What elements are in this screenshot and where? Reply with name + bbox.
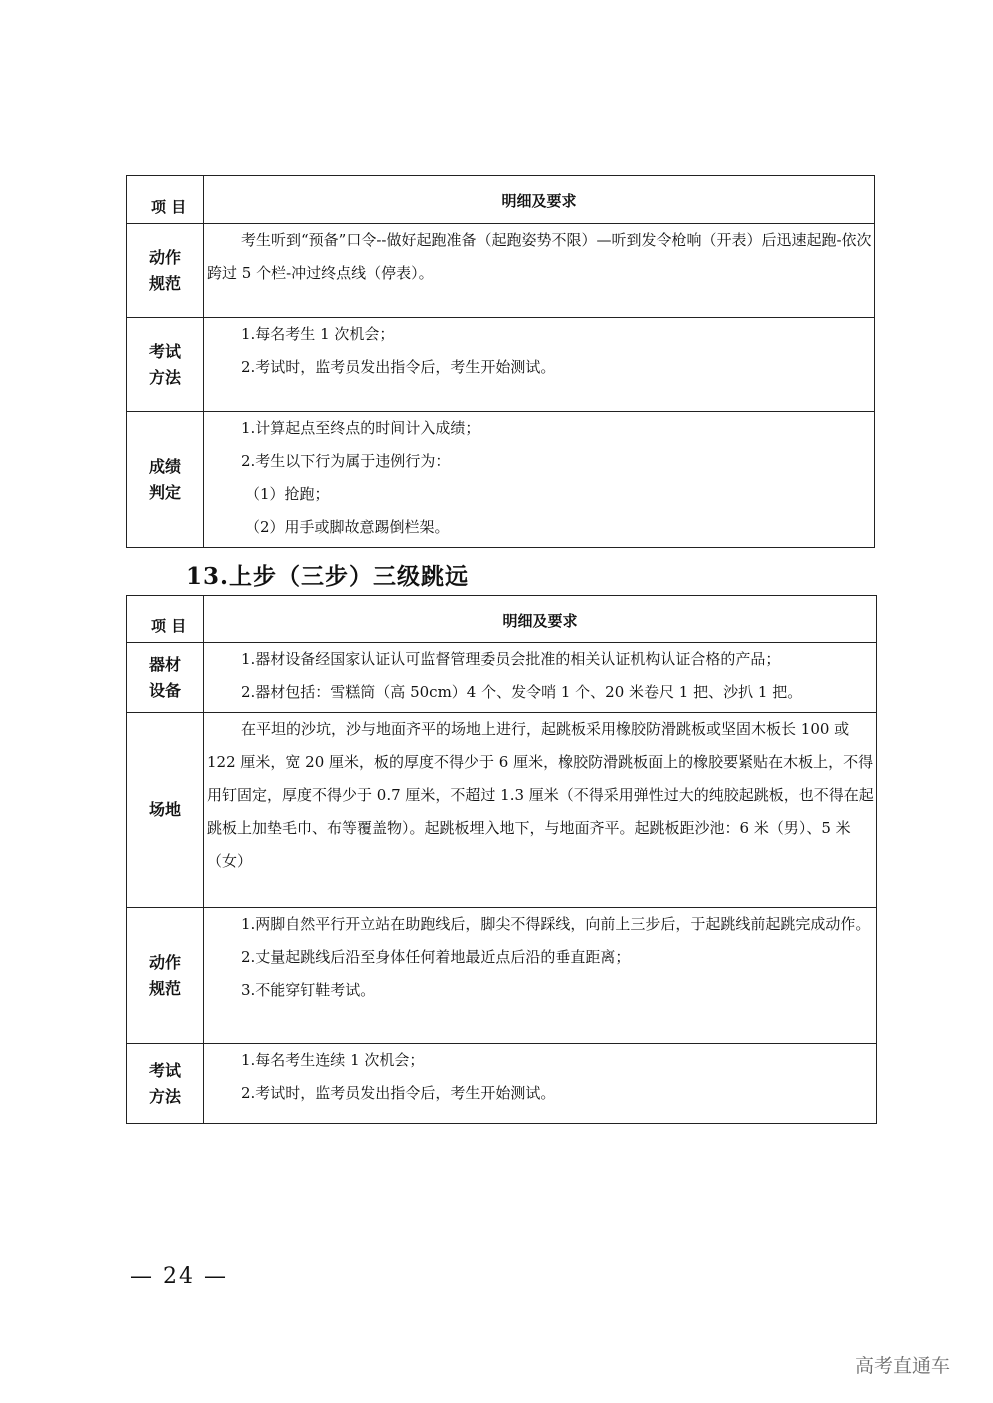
header-item-label: 项 目 bbox=[127, 176, 204, 224]
triple-jump-requirements-table bbox=[126, 595, 877, 1124]
row-label-scoring: 成绩 判定 bbox=[127, 412, 204, 548]
content-line: 2.考试时，监考员发出指令后，考生开始测试。 bbox=[241, 1084, 556, 1102]
section-title: 13.上步（三步）三级跳远 bbox=[186, 563, 470, 590]
content-line: 2.器材包括：雪糕筒（高 50cm）4 个、发令哨 1 个、20 米卷尺 1 把、沙扒 1 把。 bbox=[241, 683, 803, 701]
header-details-label: 明细及要求 bbox=[204, 176, 875, 224]
table-header-row bbox=[127, 596, 877, 643]
content-line: 在平坦的沙坑，沙与地面齐平的场地上进行，起跳板采用橡胶防滑跳板或坚固木板长 100 或 122 厘米，宽 20 厘米，板的厚度不得少于 6 厘米，橡胶防滑跳板面上的橡胶要紧贴在木板上，不得用钉固定，厚度不得少于 0.7 厘米，不超过 1.3 厘米（不得采用弹性过大的纯胶起跳板，也不得在起跳板上加垫毛巾、布等覆盖物）。起跳板埋入地下，与地面齐平。起跳板距沙池：6 米（男）、5 米（女） bbox=[207, 720, 874, 870]
row-content bbox=[204, 1044, 877, 1124]
content-line: 1.每名考生 1 次机会； bbox=[241, 325, 395, 343]
content-line: 1.器材设备经国家认证认可监督管理委员会批准的相关认证机构认证合格的产品； bbox=[241, 650, 781, 668]
row-content bbox=[204, 643, 877, 713]
content-line: 考生听到“预备”口令--做好起跑准备（起跑姿势不限）—听到发令枪响（开表）后迅速起跑-依次跨过 5 个栏-冲过终点线（停表）。 bbox=[207, 231, 872, 282]
content-line: 2.考试时，监考员发出指令后，考生开始测试。 bbox=[241, 358, 556, 376]
watermark: 高考直通车 bbox=[855, 1355, 951, 1377]
content-line: 1.每名考生连续 1 次机会； bbox=[241, 1051, 425, 1069]
row-label-exam-method: 考试 方法 bbox=[127, 1044, 204, 1124]
hurdles-requirements-table bbox=[126, 175, 875, 548]
row-label-equipment: 器材 设备 bbox=[127, 643, 204, 713]
table-row bbox=[127, 1044, 877, 1124]
content-line: （1）抢跑； bbox=[245, 485, 330, 503]
content-line: （2）用手或脚故意踢倒栏架。 bbox=[245, 518, 450, 536]
row-content bbox=[204, 224, 875, 318]
row-content bbox=[204, 908, 877, 1044]
header-details-label: 明细及要求 bbox=[204, 596, 877, 643]
table-row bbox=[127, 713, 877, 908]
content-line: 2.考生以下行为属于违例行为： bbox=[241, 452, 451, 470]
content-line: 2.丈量起跳线后沿至身体任何着地最近点后沿的垂直距离； bbox=[241, 948, 631, 966]
row-content bbox=[204, 713, 877, 908]
row-content bbox=[204, 412, 875, 548]
table-row bbox=[127, 412, 875, 548]
row-label-exam-method: 考试 方法 bbox=[127, 318, 204, 412]
table-row bbox=[127, 908, 877, 1044]
row-label-venue: 场地 bbox=[127, 713, 204, 908]
content-line: 3.不能穿钉鞋考试。 bbox=[241, 981, 376, 999]
row-content bbox=[204, 318, 875, 412]
content-line: 1.两脚自然平行开立站在助跑线后，脚尖不得踩线，向前上三步后，于起跳线前起跳完成动作。 bbox=[241, 915, 871, 933]
row-label-action-spec: 动作 规范 bbox=[127, 224, 204, 318]
table-row bbox=[127, 224, 875, 318]
table-header-row bbox=[127, 176, 875, 224]
header-item-label: 项 目 bbox=[127, 596, 204, 643]
table-row bbox=[127, 643, 877, 713]
table-row bbox=[127, 318, 875, 412]
page-number: — 24 — bbox=[130, 1264, 228, 1289]
row-label-action-spec: 动作 规范 bbox=[127, 908, 204, 1044]
content-line: 1.计算起点至终点的时间计入成绩； bbox=[241, 419, 481, 437]
